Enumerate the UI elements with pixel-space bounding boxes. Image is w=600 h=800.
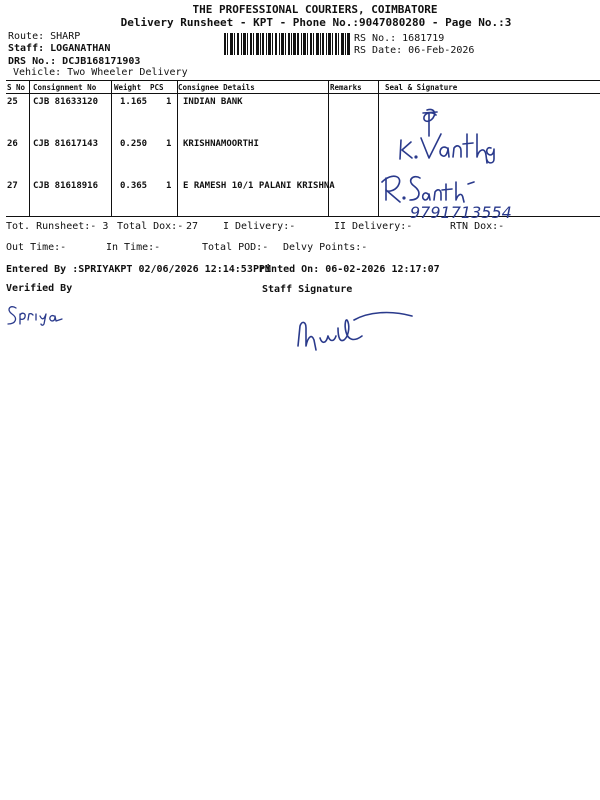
runsheet-subtitle: Delivery Runsheet - KPT - Phone No.:9047080280 - Page No.:3 [120, 16, 512, 29]
receiver-signature-row27 [378, 172, 538, 222]
row-weight: 0.250 [120, 139, 148, 149]
row-consignment: CJB 81633120 [33, 97, 99, 107]
printed-on: Printed On: 06-02-2026 12:17:07 [253, 264, 440, 275]
drs-number: DRS No.: DCJB168171903 [8, 56, 141, 67]
col-divider [111, 80, 112, 216]
svg-text:9791713554: 9791713554 [410, 203, 512, 222]
barcode-image [224, 33, 350, 55]
col-header-pcs: PCS [150, 83, 164, 92]
out-time: Out Time:- [6, 242, 67, 253]
col-header-weight: Weight [114, 83, 142, 92]
company-title: THE PROFESSIONAL COURIERS, COIMBATORE [192, 3, 438, 16]
receiver-signature-row25 [385, 104, 495, 164]
total-dox-label: Total Dox:- [117, 221, 184, 232]
staff-label: Staff: LOGANATHAN [8, 43, 111, 54]
row-pcs: 1 [166, 97, 172, 107]
row-sno: 27 [7, 181, 18, 191]
col-header-signature: Seal & Signature [385, 83, 458, 92]
row-sno: 26 [7, 139, 18, 149]
col-divider [328, 80, 329, 216]
row-consignee: INDIAN BANK [183, 97, 243, 107]
col-header-consignment: Consignment No [33, 83, 97, 92]
route-label: Route: SHARP [8, 31, 81, 42]
tot-runsheet: Tot. Runsheet:- 3 [6, 221, 109, 232]
table-top-rule [6, 80, 600, 81]
row-consignee: E RAMESH 10/1 PALANI KRISHNA [183, 181, 335, 191]
col-header-consignee: Consignee Details [178, 83, 255, 92]
rs-date: RS Date: 06-Feb-2026 [354, 45, 475, 56]
rtn-dox: RTN Dox:- [450, 221, 505, 232]
delvy-points: Delvy Points:- [283, 242, 368, 253]
entered-by: Entered By :SPRIYAKPT 02/06/2026 12:14:53 PM [6, 264, 271, 275]
row-consignment: CJB 81618916 [33, 181, 99, 191]
col-header-sno: S No [7, 83, 26, 92]
i-delivery: I Delivery:- [223, 221, 296, 232]
row-sno: 25 [7, 97, 18, 107]
row-weight: 1.165 [120, 97, 148, 107]
row-consignment: CJB 81617143 [33, 139, 99, 149]
total-pod: Total POD:- [202, 242, 269, 253]
total-dox-value: 27 [186, 221, 199, 232]
row-pcs: 1 [166, 139, 172, 149]
col-divider [177, 80, 178, 216]
table-header-rule [6, 93, 600, 94]
verified-by-label: Verified By [6, 283, 73, 294]
row-pcs: 1 [166, 181, 172, 191]
rs-number: RS No.: 1681719 [354, 33, 445, 44]
ii-delivery: II Delivery:- [334, 221, 413, 232]
col-divider [29, 80, 30, 216]
row-weight: 0.365 [120, 181, 148, 191]
staff-signature-label: Staff Signature [262, 284, 353, 295]
col-header-remarks: Remarks [330, 83, 362, 92]
row-consignee: KRISHNAMOORTHI [183, 139, 259, 149]
verifier-signature [6, 302, 66, 326]
in-time: In Time:- [106, 242, 161, 253]
vehicle-label: Vehicle: Two Wheeler Delivery [13, 67, 188, 78]
staff-signature [292, 304, 416, 352]
